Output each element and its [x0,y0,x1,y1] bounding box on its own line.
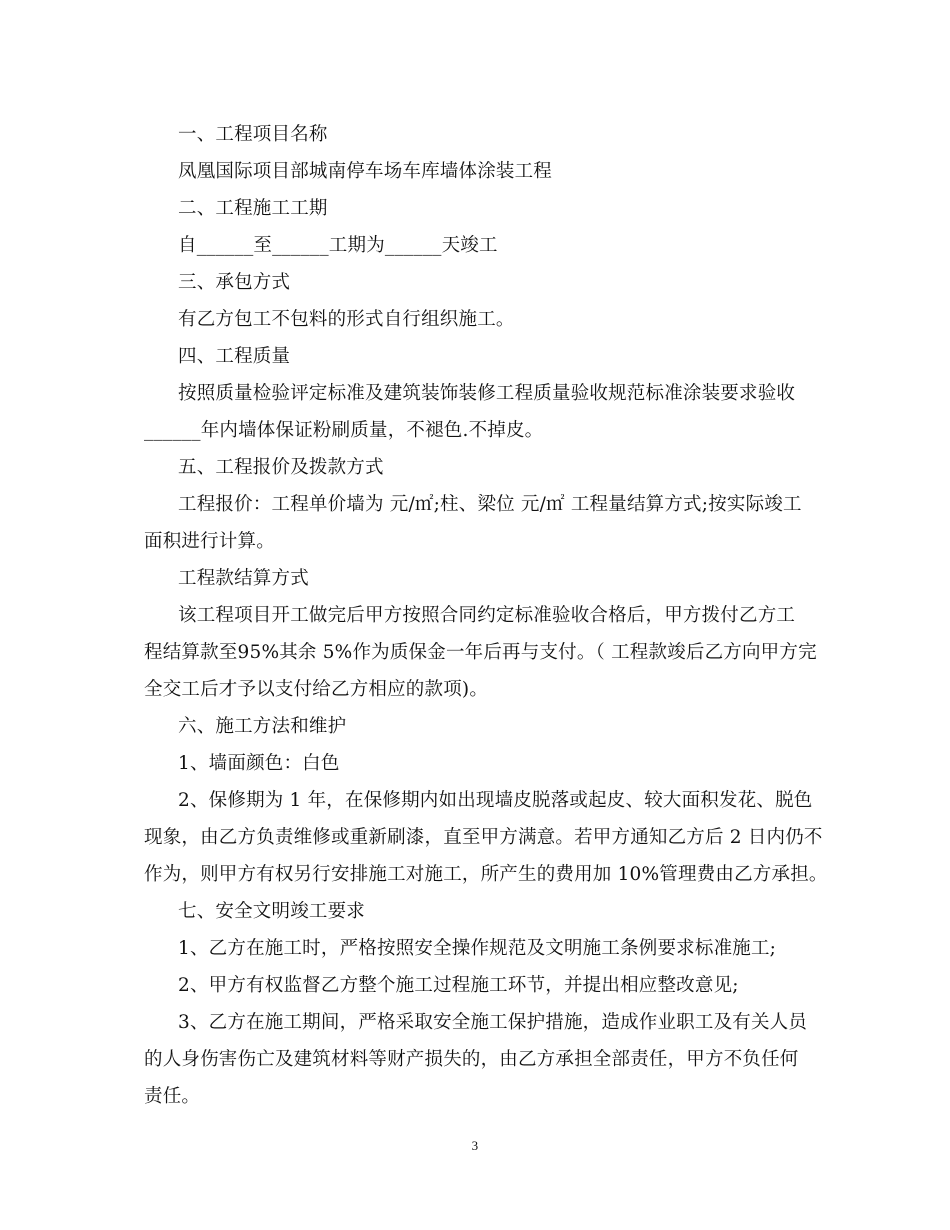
document-line: 六、施工方法和维护 [178,716,347,737]
document-line: 四、工程质量 [178,346,291,367]
document-line: 该工程项目开工做完后甲方按照合同约定标准验收合格后，甲方拨付乙方工 [178,605,796,626]
document-line: 按照质量检验评定标准及建筑装饰装修工程质量验收规范标准涂装要求验收 [178,383,796,404]
document-line: 二、工程施工工期 [178,198,328,219]
document-line: 1、乙方在施工时，严格按照安全操作规范及文明施工条例要求标准施工; [178,938,777,959]
document-line: 面积进行计算。 [144,531,275,552]
document-line: 责任。 [144,1086,201,1107]
document-line: 3、乙方在施工期间，严格采取安全施工保护措施，造成作业职工及有关人员 [178,1012,808,1033]
document-line: 工程款结算方式 [178,568,309,589]
document-line: 有乙方包工不包料的形式自行组织施工。 [178,309,515,330]
document-line: 工程报价：工程单价墙为 元/㎡;柱、梁位 元/㎡ 工程量结算方式;按实际竣工 [178,494,802,515]
document-line: ______年内墙体保证粉刷质量，不褪色.不掉皮。 [144,420,544,441]
document-line: 2、甲方有权监督乙方整个施工过程施工环节，并提出相应整改意见; [178,975,739,996]
document-line: 程结算款至95%其余 5%作为质保金一年后再与支付。（ 工程款竣后乙方向甲方完 [144,642,817,663]
document-line: 凤凰国际项目部城南停车场车库墙体涂装工程 [178,161,553,182]
document-line: 七、安全文明竣工要求 [178,901,366,922]
document-line: 五、工程报价及拨款方式 [178,457,384,478]
page-number: 3 [471,1138,479,1153]
document-line: 一、工程项目名称 [178,124,328,145]
document-line: 1、墙面颜色：白色 [178,753,340,774]
document-line: 的人身伤害伤亡及建筑材料等财产损失的，由乙方承担全部责任，甲方不负任何 [144,1049,799,1070]
document-line: 自______至______工期为______天竣工 [178,235,498,256]
document-body [144,116,828,1115]
document-line: 三、承包方式 [178,272,291,293]
document-line: 2、保修期为 1 年，在保修期内如出现墙皮脱落或起皮、较大面积发花、脱色 [178,790,813,811]
document-line: 作为，则甲方有权另行安排施工对施工，所产生的费用加 10%管理费由乙方承担。 [144,864,828,885]
document-line: 全交工后才予以支付给乙方相应的款项)。 [144,679,489,700]
document-line: 现象，由乙方负责维修或重新刷漆，直至甲方满意。若甲方通知乙方后 2 日内仍不 [144,827,823,848]
